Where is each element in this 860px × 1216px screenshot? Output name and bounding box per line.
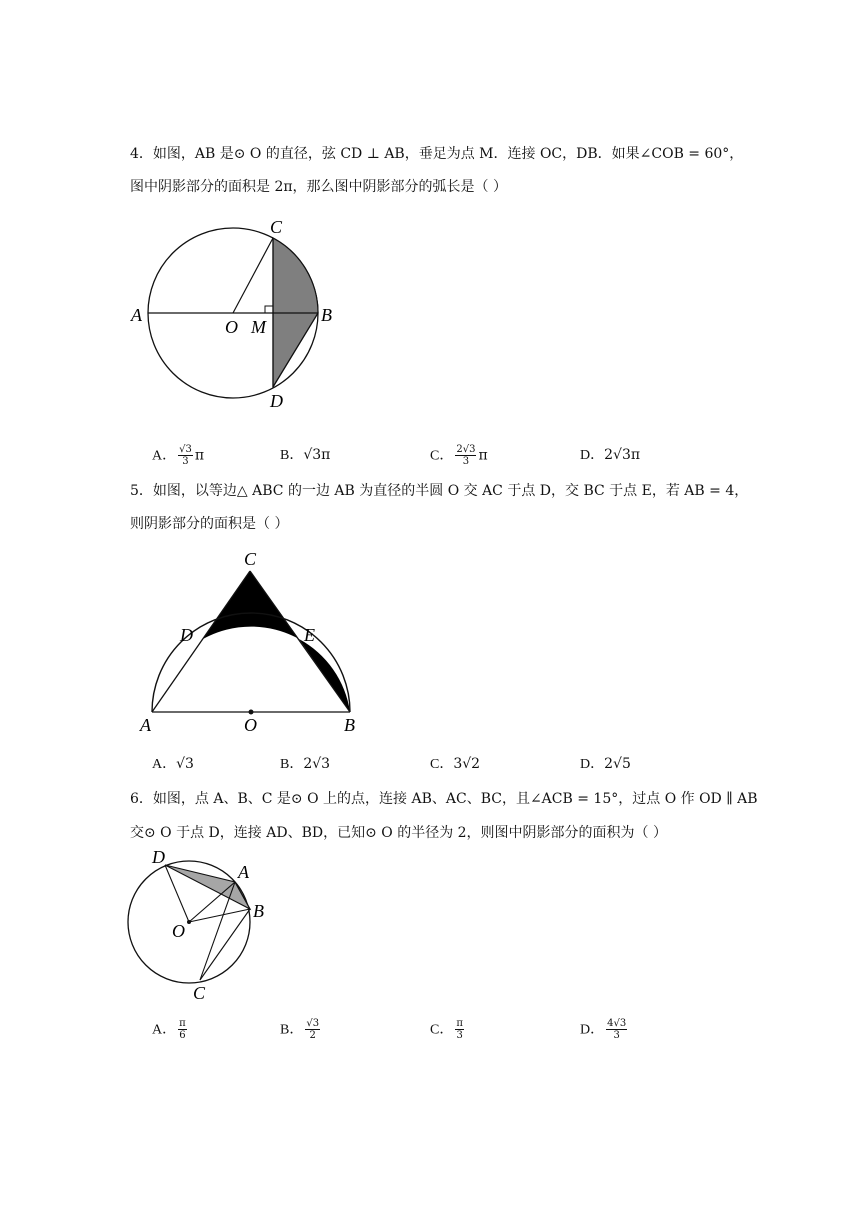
q5-stem-line2: 则阴影部分的面积是（ ） bbox=[130, 516, 289, 532]
q5-option-c[interactable]: C．3√2 bbox=[430, 756, 481, 772]
q6-option-c[interactable]: C． $\frac{\pi}{3}$ bbox=[430, 1018, 463, 1041]
q6-figure bbox=[120, 845, 280, 1010]
q4-stem-line2: 图中阴影部分的面积是 2π，那么图中阴影部分的弧长是（ ） bbox=[130, 179, 508, 195]
q6-label-d: D bbox=[152, 847, 165, 867]
q5-label-a: A bbox=[140, 715, 151, 735]
q6-segment-bc bbox=[200, 909, 250, 980]
q5-label-o: O bbox=[244, 715, 257, 735]
q6-option-d[interactable]: D． $\frac{4√3}{3}$ bbox=[580, 1018, 627, 1041]
q6-label-c: C bbox=[193, 983, 206, 1003]
q4-segment-oc bbox=[233, 238, 273, 313]
q5-label-d: D bbox=[180, 625, 193, 645]
q4-option-c[interactable]: C． $\frac{2√3}{3}$ π bbox=[430, 444, 488, 467]
q4-label-o: O bbox=[225, 317, 238, 337]
q6-label-b: B bbox=[253, 901, 264, 921]
q4-figure bbox=[125, 215, 355, 415]
q4-option-d[interactable]: D．2√3π bbox=[580, 447, 641, 463]
q4-stem-line1: 4．如图，AB 是⊙ O 的直径，弦 CD ⊥ AB，垂足为点 M．连接 OC，DB．如果∠COB = 60°， bbox=[130, 146, 744, 162]
q6-option-a[interactable]: A． $\frac{\pi}{6}$ bbox=[152, 1018, 186, 1041]
q6-stem-line1: 6．如图，点 A、B、C 是⊙ O 上的点，连接 AB、AC、BC，且∠ACB = 15°，过点 O 作 OD ∥ AB bbox=[130, 791, 758, 807]
q5-shaded-top bbox=[203, 571, 299, 639]
q5-label-e: E bbox=[304, 625, 315, 645]
q6-option-b[interactable]: B． $\frac{√3}{2}$ bbox=[280, 1018, 320, 1041]
q5-option-b[interactable]: B．2√3 bbox=[280, 756, 331, 772]
q6-center-point bbox=[187, 920, 191, 924]
q5-side-bc bbox=[250, 571, 350, 712]
q6-stem-line2: 交⊙ O 于点 D，连接 AD、BD，已知⊙ O 的半径为 2，则图中阴影部分的面积为（ ） bbox=[130, 825, 667, 841]
q5-label-b: B bbox=[344, 715, 355, 735]
q4-label-a: A bbox=[131, 305, 142, 325]
q5-option-d[interactable]: D．2√5 bbox=[580, 756, 631, 772]
q4-label-d: D bbox=[270, 391, 283, 411]
q4-option-b[interactable]: B．√3π bbox=[280, 447, 331, 463]
q5-label-c: C bbox=[244, 549, 257, 569]
q4-label-c: C bbox=[270, 217, 283, 237]
q5-stem-line1: 5．如图，以等边△ ABC 的一边 AB 为直径的半圆 O 交 AC 于点 D，交 BC 于点 E，若 AB = 4， bbox=[130, 483, 749, 499]
q6-label-a: A bbox=[238, 862, 249, 882]
q5-figure bbox=[130, 545, 370, 740]
q4-label-m: M bbox=[251, 317, 266, 337]
q4-option-a[interactable]: A． $\frac{√3}{3}$ π bbox=[152, 444, 205, 467]
q5-side-ac bbox=[152, 571, 250, 712]
q5-center-point bbox=[249, 710, 254, 715]
q6-segment-ob bbox=[189, 909, 250, 922]
q6-label-o: O bbox=[172, 921, 185, 941]
q4-right-angle-mark bbox=[265, 306, 273, 313]
q5-option-a[interactable]: A．√3 bbox=[152, 756, 194, 772]
q4-label-b: B bbox=[321, 305, 332, 325]
